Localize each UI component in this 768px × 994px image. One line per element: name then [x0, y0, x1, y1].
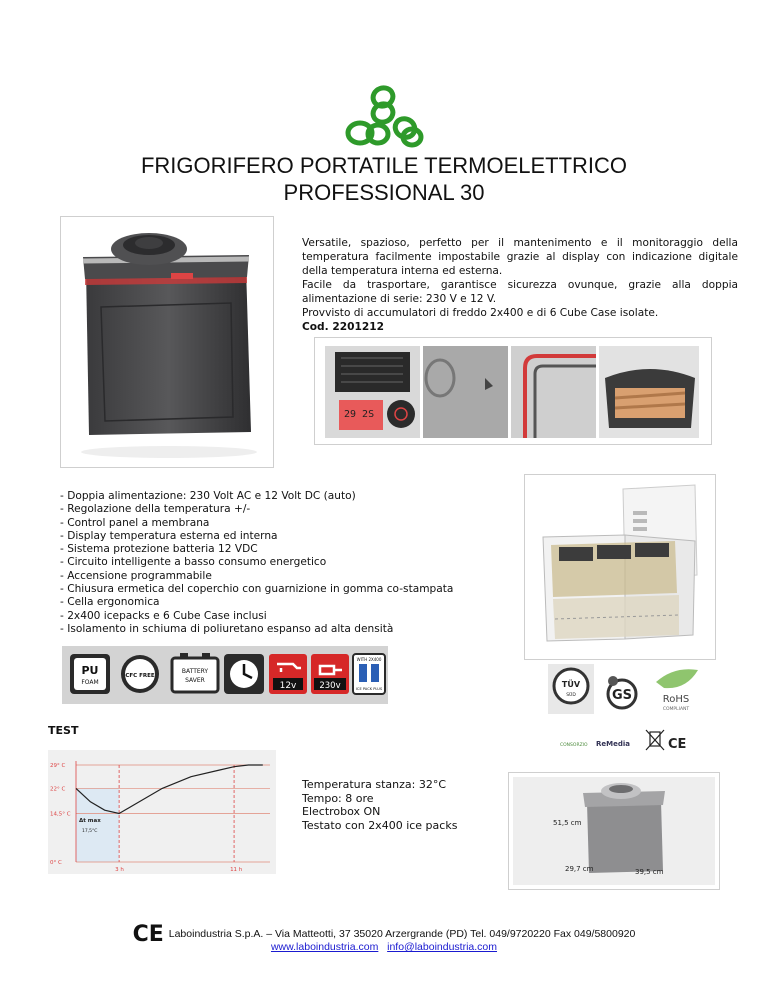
description-line: Versatile, spazioso, perfetto per il mantenimento e il monitoraggio della temperatura facilmente impostabile grazie al display con indicazione digitale della temperatura interna ed esterna. — [302, 237, 738, 277]
product-photo-frame — [60, 216, 274, 468]
feature-icons — [62, 646, 388, 704]
feature-icons-strip — [62, 646, 388, 704]
tuv-label: TÜV — [561, 680, 581, 689]
panel-display-text: 29 2S — [344, 409, 375, 420]
tuv-logo — [548, 664, 594, 714]
certification-logos — [546, 660, 702, 758]
consorzio-label: CONSORZIO — [560, 743, 588, 748]
x-tick-label: 11 h — [230, 867, 243, 873]
battery-label: BATTERY — [181, 668, 209, 675]
gs-label: GS — [611, 688, 633, 703]
page-title — [0, 152, 768, 206]
12v-label: 12v — [279, 681, 297, 691]
footer-company-info: Laboindustria S.p.A. – Via Matteotti, 37 35020 Arzergrande (PD) Tel. 049/9720220 Fax 049/5800920 — [168, 928, 636, 940]
cfc-free-icon — [121, 655, 159, 693]
x-tick-label: 3 h — [115, 867, 124, 873]
remedia-label: ReMedia — [596, 740, 630, 748]
description-line: Provvisto di accumulatori di freddo 2x400 e di 6 Cube Case isolate. — [302, 307, 659, 319]
gs-logo — [608, 676, 636, 708]
title-line-1: FRIGORIFERO PORTATILE TERMOELETTRICO — [140, 153, 628, 178]
company-logo — [340, 84, 426, 150]
y-tick-label: 0° C — [50, 860, 62, 866]
weee-bin-icon — [646, 730, 664, 750]
shaded-region — [76, 788, 119, 862]
battery-saver-icon — [172, 653, 218, 692]
delta-t-label: Δt max — [79, 817, 101, 824]
open-box-photo-frame — [524, 474, 716, 660]
y-tick-label: 29° C — [50, 763, 66, 769]
feature-item: - Accensione programmabile — [60, 569, 212, 582]
footer — [0, 922, 768, 954]
car-plug-12v-icon — [269, 654, 307, 694]
test-info-line: Testato con 2x400 ice packs — [302, 818, 458, 832]
rohs-sub-label: COMPLIANT — [662, 707, 690, 712]
description-line: Facile da trasportare, garantisce sicurezza ovunque, grazie alla doppia alimentazione di serie: 230 V e 12 V. — [302, 279, 738, 305]
foam-label: FOAM — [81, 679, 99, 686]
cfc-label: CFC FREE — [125, 673, 155, 679]
feature-item: - Cella ergonomica — [60, 596, 160, 609]
product-photo — [61, 217, 273, 467]
open-box-photo — [525, 475, 715, 659]
saver-label: SAVER — [185, 677, 205, 684]
rohs-logo — [656, 669, 698, 712]
height-label: 51,5 cm — [553, 819, 582, 827]
email-link[interactable]: info@laboindustria.com — [387, 941, 498, 953]
pu-label: PU — [81, 664, 99, 677]
test-info-line: Temperatura stanza: 32°C — [302, 778, 447, 791]
ce-mark: CE — [668, 737, 687, 752]
feature-item: - Circuito intelligente a basso consumo energetico — [60, 556, 327, 569]
footer-links — [0, 941, 768, 954]
feature-item: - 2x400 icepacks e 6 Cube Case inclusi — [60, 609, 267, 622]
feature-item: - Regolazione della temperatura +/- — [60, 503, 251, 516]
icepack-bottom-label: ICE PACK PLUS — [355, 687, 383, 691]
detail-photos — [315, 338, 711, 444]
feature-item: - Control panel a membrana — [60, 516, 210, 529]
feature-item: - Isolamento in schiuma di poliuretano espanso ad alta densità — [60, 622, 394, 635]
product-code: Cod. 2201212 — [302, 321, 384, 333]
test-info-line: Tempo: 8 ore — [302, 791, 374, 805]
width-label: 39,5 cm — [635, 868, 664, 876]
temperature-chart-frame — [48, 750, 276, 874]
rohs-label: RoHS — [662, 694, 690, 705]
feature-list — [60, 490, 453, 636]
clock-icon — [224, 654, 264, 694]
test-heading: TEST — [48, 724, 79, 737]
ice-pack-icon — [353, 654, 385, 694]
title-line-2: PROFESSIONAL 30 — [283, 180, 485, 205]
test-info — [302, 778, 457, 832]
icepack-top-label: WITH 2X400 — [356, 657, 382, 662]
pu-foam-icon — [70, 654, 110, 694]
feature-item: - Sistema protezione batteria 12 VDC — [60, 543, 258, 556]
dimensions-photo-frame — [508, 772, 720, 890]
y-tick-label: 14,5° C — [50, 811, 71, 818]
test-info-line: Electrobox ON — [302, 805, 381, 818]
delta-t-value: 17,5°C — [82, 828, 98, 834]
230v-label: 230v — [319, 681, 341, 691]
y-tick-label: 22° C — [50, 786, 66, 793]
dimensions-photo — [509, 773, 719, 889]
remedia-logo — [560, 740, 630, 748]
footer-ce-mark: CE — [132, 922, 164, 947]
feature-item: - Display temperatura esterna ed interna — [60, 529, 278, 542]
mains-plug-230v-icon — [311, 654, 349, 694]
tuv-sub-label: SÜD — [566, 693, 576, 698]
product-description — [302, 236, 738, 334]
temperature-chart — [48, 750, 276, 874]
feature-item: - Doppia alimentazione: 230 Volt AC e 12 Volt DC (auto) — [60, 490, 356, 502]
depth-label: 29,7 cm — [565, 865, 594, 873]
detail-photos-frame — [314, 337, 712, 445]
feature-item: - Chiusura ermetica del coperchio con guarnizione in gomma co-stampata — [60, 583, 454, 596]
website-link[interactable]: www.laboindustria.com — [270, 941, 379, 953]
